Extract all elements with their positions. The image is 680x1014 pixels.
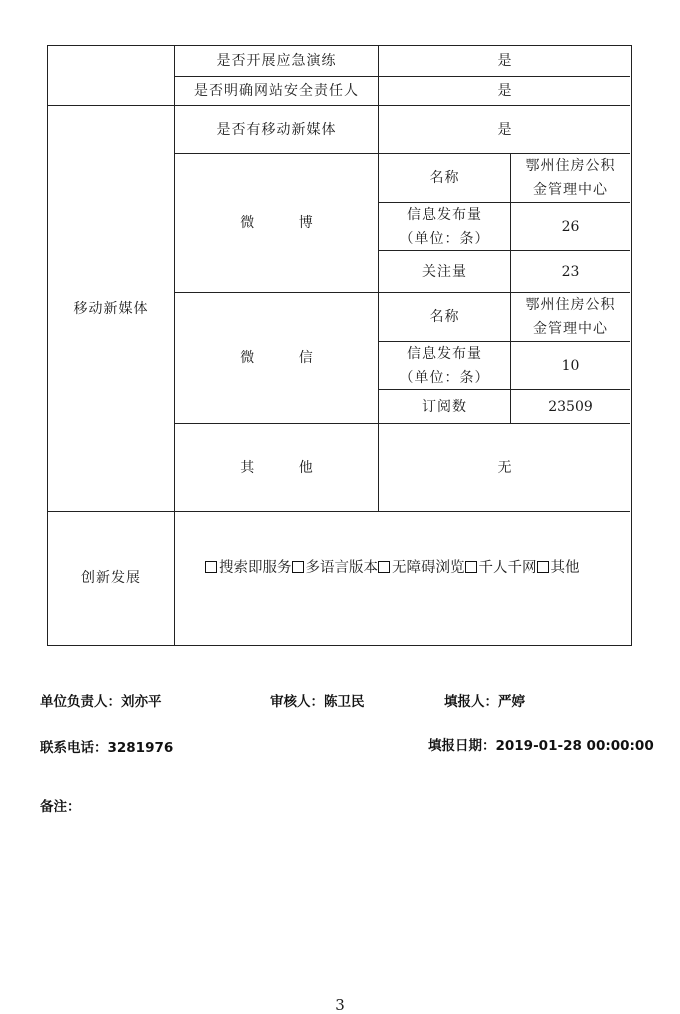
checkbox-icon[interactable] <box>378 561 390 573</box>
checkbox-icon[interactable] <box>292 561 304 573</box>
weibo-label: 微 博 <box>240 215 333 231</box>
weixin-label: 微 信 <box>240 350 333 366</box>
page-number: 3 <box>335 996 345 1014</box>
weixin-subs-value: 23509 <box>548 398 593 415</box>
weixin-posts-value: 10 <box>561 357 580 374</box>
weibo-posts-label: 信息发布量（单位：条） <box>399 206 490 247</box>
weixin-name-value: 鄂州住房公积金管理中心 <box>525 297 616 337</box>
option-personalized[interactable]: 千人千网 <box>465 556 537 577</box>
weibo-name-label: 名称 <box>429 170 460 186</box>
weibo-follow-label: 关注量 <box>422 263 467 280</box>
option-other[interactable]: 其他 <box>537 556 580 577</box>
fill-date: 填报日期：2019-01-28 00:00:00 <box>428 738 654 754</box>
mobile-media-section-label: 移动新媒体 <box>73 300 149 317</box>
weibo-name-value: 鄂州住房公积金管理中心 <box>525 158 616 198</box>
innovation-label: 创新发展 <box>81 570 141 586</box>
option-accessibility[interactable]: 无障碍浏览 <box>378 556 465 577</box>
weixin-subs-label: 订阅数 <box>422 398 467 415</box>
checkbox-icon[interactable] <box>465 561 477 573</box>
innovation-options <box>205 556 580 577</box>
unit-head: 单位负责人：刘亦平 <box>40 694 162 710</box>
contact-phone: 联系电话：3281976 <box>40 740 174 756</box>
weixin-name-label: 名称 <box>429 309 460 325</box>
reviewer: 审核人：陈卫民 <box>270 694 365 710</box>
checkbox-icon[interactable] <box>537 561 549 573</box>
security-owner-value: 是 <box>497 83 512 99</box>
other-value: 无 <box>497 459 512 476</box>
emergency-drill-value: 是 <box>497 53 512 69</box>
filler: 填报人：严婷 <box>444 694 525 710</box>
remark-label: 备注： <box>40 799 81 815</box>
weibo-posts-value: 26 <box>561 218 580 235</box>
weibo-follow-value: 23 <box>561 263 580 280</box>
option-search-as-service[interactable]: 搜索即服务 <box>205 556 292 577</box>
mobile-media-has-label: 是否有移动新媒体 <box>216 121 337 138</box>
checkbox-icon[interactable] <box>205 561 217 573</box>
other-label: 其 他 <box>240 459 333 476</box>
security-owner-label: 是否明确网站安全责任人 <box>194 83 359 99</box>
mobile-media-has-value: 是 <box>497 121 512 138</box>
emergency-drill-label: 是否开展应急演练 <box>216 53 337 69</box>
option-multilingual[interactable]: 多语言版本 <box>292 556 379 577</box>
weixin-posts-label: 信息发布量（单位：条） <box>399 345 490 386</box>
